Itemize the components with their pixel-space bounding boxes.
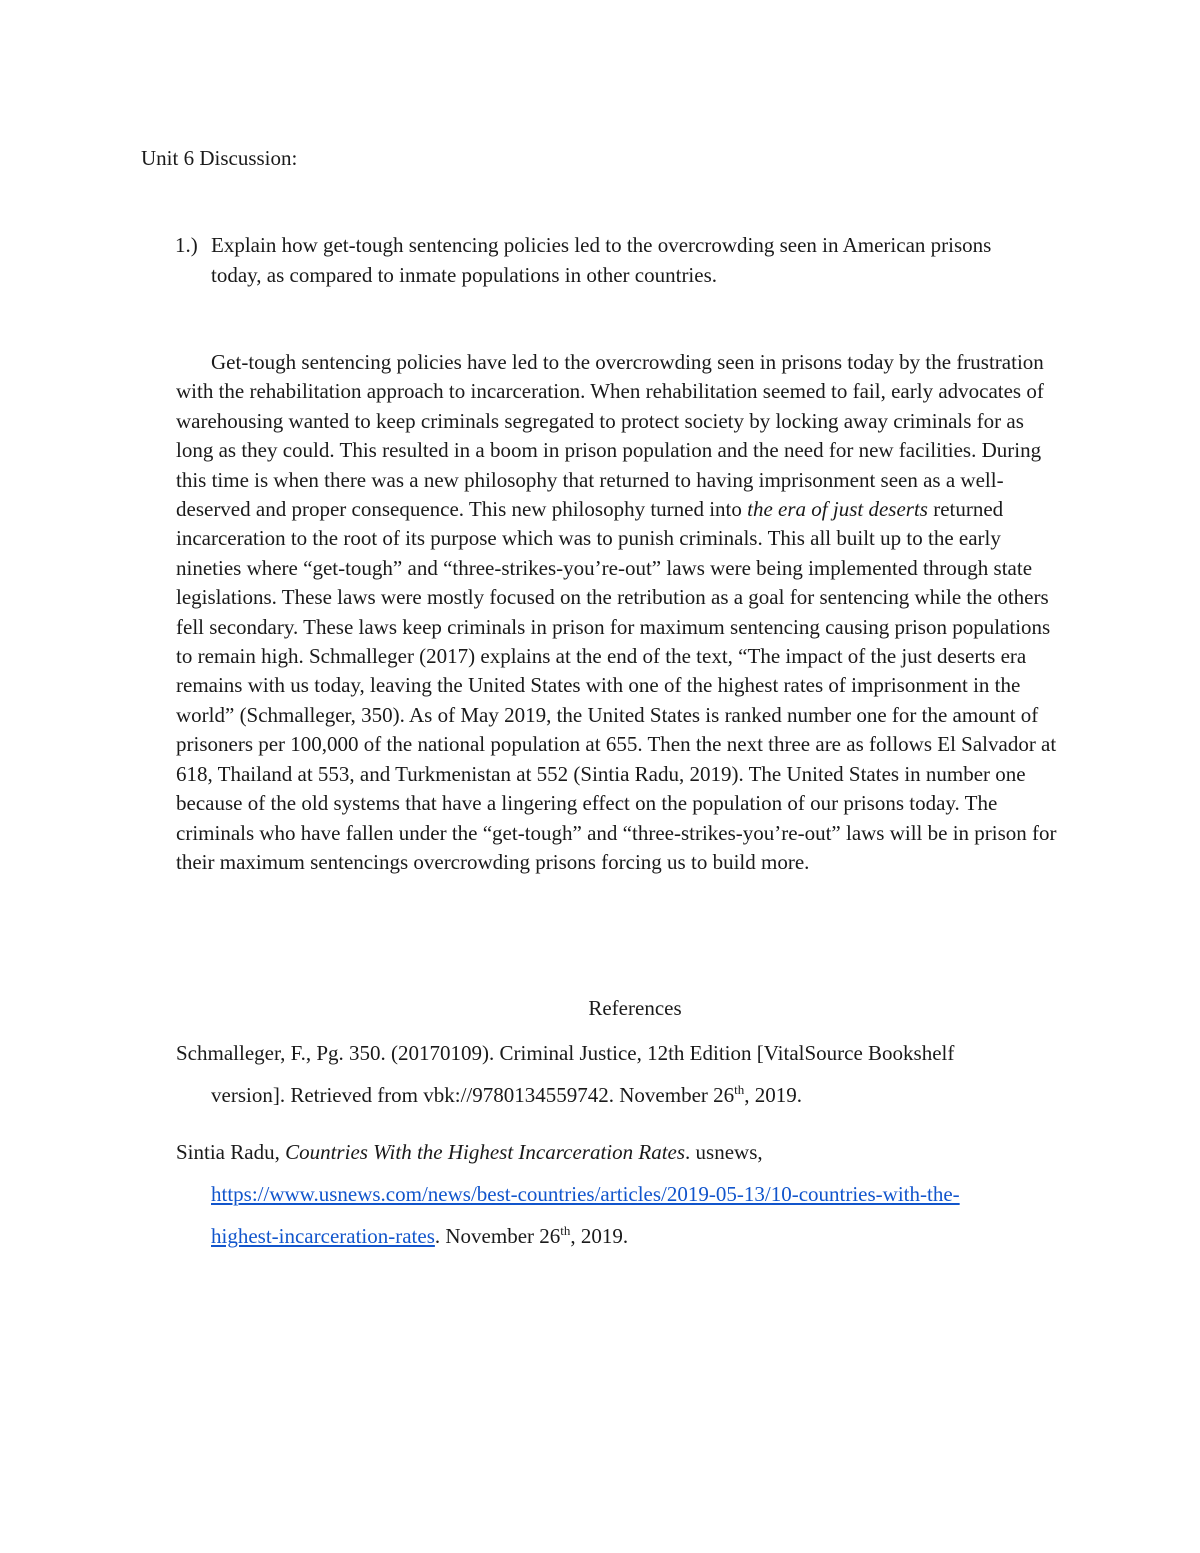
question-number: 1.) xyxy=(175,233,198,257)
ordinal-suffix: th xyxy=(560,1223,571,1238)
reference-text: . November 26 xyxy=(434,1224,561,1248)
answer-text-part2: returned incarceration to the root of its purpose which was to punish criminals. This all built up to the early nineties where “get-tough” and “three-strikes-you’re-out” laws were being implemented through state legislations. These laws were mostly focused on the retribution as a goal for sentencing while the others fell secondary. These laws keep criminals in prison for maximum sentencing causing prison populations to remain high. Schmalleger (2017) explains at the end of the text, “The impact of the just deserts era remains with us today, leaving the United States with one of the highest rates of imprisonment in the world” (Schmalleger, 350). As of May 2019, the United States is ranked number one for the amount of prisoners per 100,000 of the national population at 655. Then the next three are as follows El Salvador at 618, Thailand at 553, and Turkmenistan at 552 (Sintia Radu, 2019). The United States in number one because of the old systems that have a lingering effect on the population of our prisons today. The criminals who have fallen under the “get-tough” and “three-strikes-you’re-out” laws will be in prison for their maximum sentencings overcrowding prisons forcing us to build more. xyxy=(176,497,1057,874)
reference-text: , 2019. xyxy=(744,1083,803,1107)
reference-publisher: . usnews, xyxy=(685,1140,763,1164)
reference-line-indented xyxy=(176,1173,1056,1215)
reference-title: Countries With the Highest Incarceration Rates xyxy=(285,1140,686,1164)
reference-text: , 2019. xyxy=(570,1224,629,1248)
answer-paragraph xyxy=(176,348,1066,877)
question-text: Explain how get-tough sentencing policies led to the overcrowding seen in American prisons today, as compared to inmate populations in other countries. xyxy=(211,233,992,287)
answer-text-part1: Get-tough sentencing policies have led to the overcrowding seen in prisons today by the frustration with the rehabilitation approach to incarceration. When rehabilitation seemed to fail, early advocates of warehousing wanted to keep criminals segregated to protect society by locking away criminals for as long as they could. This resulted in a boom in prison population and the need for new facilities. During this time is when there was a new philosophy that returned to having imprisonment seen as a well-deserved and proper consequence. This new philosophy turned into xyxy=(176,350,1044,522)
reference-url-link-continued[interactable]: highest-incarceration-rates xyxy=(211,1224,435,1248)
reference-author: Sintia Radu, xyxy=(176,1140,286,1164)
reference-entry-radu xyxy=(176,1131,1056,1257)
reference-text: version]. Retrieved from vbk://9780134559742. November 26 xyxy=(211,1083,735,1107)
reference-line-indented xyxy=(176,1074,1056,1116)
references-heading: References xyxy=(588,996,682,1020)
reference-line xyxy=(176,1131,1056,1173)
ordinal-suffix: th xyxy=(734,1082,745,1097)
document-title: Unit 6 Discussion: xyxy=(141,146,298,170)
reference-entry-schmalleger xyxy=(176,1032,1056,1116)
answer-body xyxy=(176,348,1066,877)
answer-italic-phrase: the era of just deserts xyxy=(747,497,928,522)
discussion-question xyxy=(175,231,1035,290)
reference-url-link[interactable]: https://www.usnews.com/news/best-countries/articles/2019-05-13/10-countries-with-the- xyxy=(211,1182,960,1206)
reference-line-indented xyxy=(176,1215,1056,1257)
reference-line: Schmalleger, F., Pg. 350. (20170109). Criminal Justice, 12th Edition [VitalSource Bookshelf xyxy=(176,1041,955,1065)
